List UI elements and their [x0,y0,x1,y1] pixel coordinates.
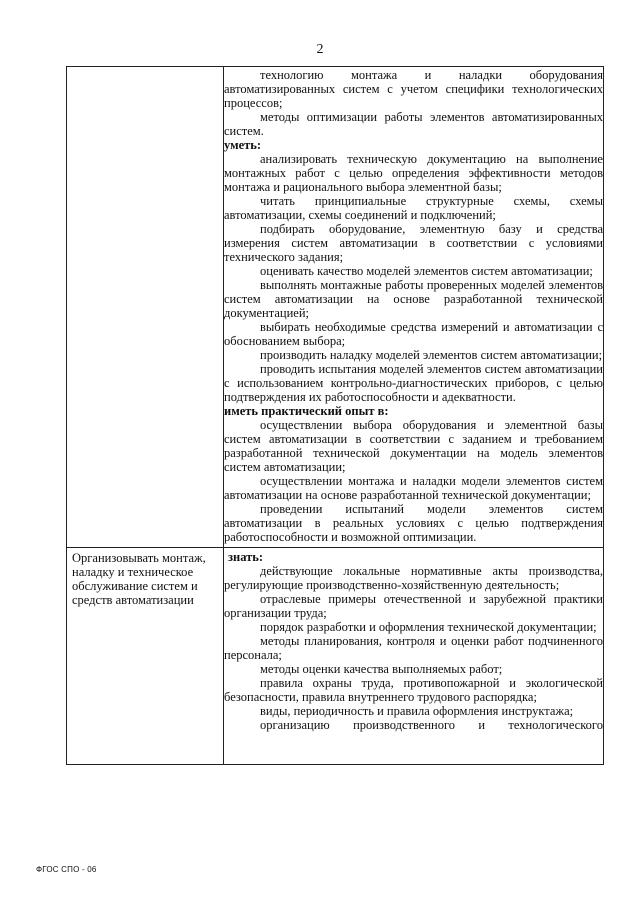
requirements-list [224,550,603,732]
requirement-item: методы оценки качества выполняемых работ; [260,662,503,676]
requirement-item: виды, периодичность и правила оформления инструктажа; [260,704,574,718]
section-heading: уметь: [224,138,262,152]
requirement-item: осуществлении монтажа и наладки модели элементов систем автоматизации на основе разработанной технической документации; [224,474,603,502]
requirement-item: методы оптимизации работы элементов автоматизированных систем. [224,110,603,138]
requirement-item: осуществлении выбора оборудования и элементной базы систем автоматизации в соответствии с заданием и требованием разработанной технической документации на модель элементов систем автоматизации; [224,418,603,474]
competency-text [67,67,223,70]
table-row [67,548,604,765]
requirement-item: проведении испытаний модели элементов систем автоматизации в реальных условиях с целью подтверждения работоспособности и возможной оптимизации. [224,502,603,544]
requirement-item: отраслевые примеры отечественной и зарубежной практики организации труда; [224,592,603,620]
requirements-cell [224,548,604,765]
requirement-item: производить наладку моделей элементов систем автоматизации; [260,348,603,362]
requirement-item: читать принципиальные структурные схемы, схемы автоматизации, схемы соединений и подключений; [224,194,603,222]
competency-text: Организовывать монтаж, наладку и техническое обслуживание систем и средств автоматизации [72,551,206,607]
competency-cell [67,67,224,548]
requirements-cell [224,67,604,548]
requirement-item: организацию производственного и технологического [260,718,603,732]
requirement-item: правила охраны труда, противопожарной и экологической безопасности, правила внутреннего трудового распорядка; [224,676,603,704]
requirement-item: проводить испытания моделей элементов систем автоматизации с использованием контрольно-диагностических приборов, с целью подтверждения их работоспособности и адекватности. [224,362,603,404]
requirement-item: оценивать качество моделей элементов систем автоматизации; [260,264,593,278]
requirement-item: порядок разработки и оформления технической документации; [260,620,597,634]
footer-code: ФГОС СПО - 06 [36,865,97,874]
competency-cell [67,548,224,765]
section-heading: иметь практический опыт в: [224,404,389,418]
requirements-list [224,68,603,544]
requirement-item: методы планирования, контроля и оценки работ подчиненного персонала; [224,634,603,662]
requirement-item: выбирать необходимые средства измерений и автоматизации с обоснованием выбора; [224,320,603,348]
requirement-item: подбирать оборудование, элементную базу и средства измерения систем автоматизации в соответствии с условиями технического задания; [224,222,603,264]
competency-table [66,66,604,765]
requirement-item: технологию монтажа и наладки оборудования автоматизированных систем с учетом специфики технологических процессов; [224,68,603,110]
requirement-item: действующие локальные нормативные акты производства, регулирующие производственно-хозяйственную деятельность; [224,564,603,592]
page-number: 2 [316,42,324,57]
requirement-item: анализировать техническую документацию на выполнение монтажных работ с целью определения эффективности методов монтажа и рационального выбора элементной базы; [224,152,603,194]
requirement-item: выполнять монтажные работы проверенных моделей элементов систем автоматизации на основе разработанной технической документацией; [224,278,603,320]
section-heading: знать: [228,550,264,564]
table-row [67,67,604,548]
